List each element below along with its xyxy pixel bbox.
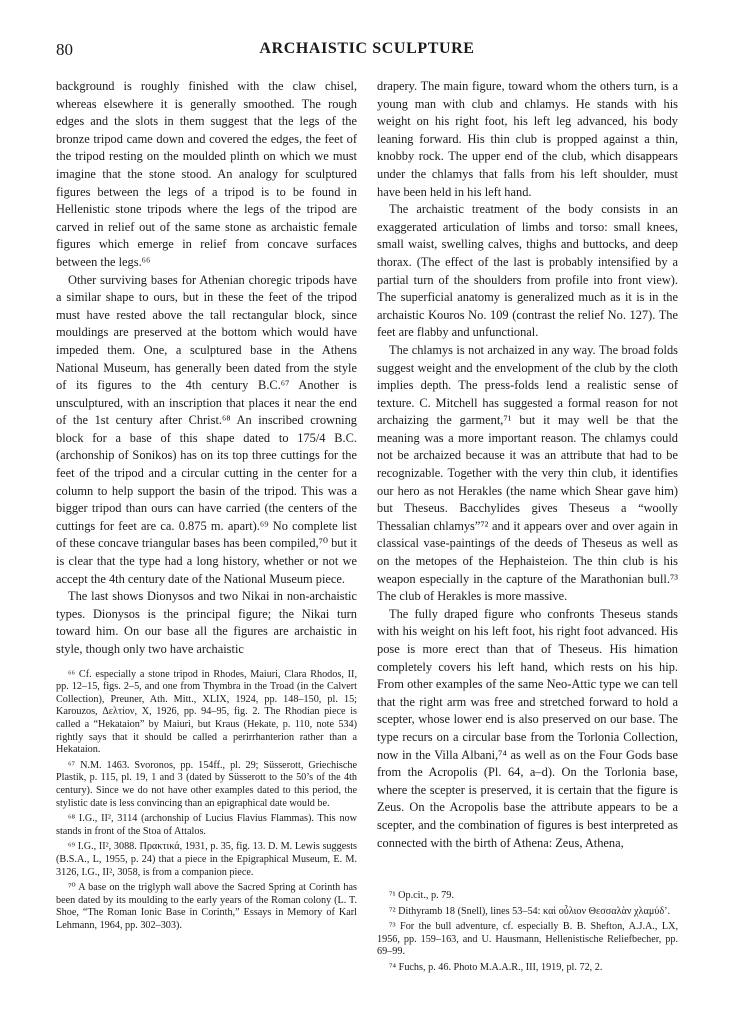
footnote-69: ⁶⁹ I.G., II², 3088. Πρακτικά, 1931, p. 35, fig. 13. D. M. Lewis suggests (B.S.A., L, 1955, p. 24) that a piece in the Epigraphical Museum, E. M. 3126, I.G., II², 3058, is from a companion piece. <box>56 841 357 878</box>
right-paragraph-2: The archaistic treatment of the body consists in an exaggerated articulation of limbs and torso: small knees, small waist, swelling calves, thighs and buttocks, and deep thorax. (The effect of the last is probably intensified by a partial turn of the shoulders from profile into front view). The superficial anatomy is generalized much as it is in the archaistic Kouros No. 109 (contrast the relief No. 127). The feet are flabby and unfunctional. <box>377 202 678 340</box>
footnote-73: ⁷³ For the bull adventure, cf. especially B. B. Shefton, A.J.A., LX, 1956, pp. 159–163, and U. Hausmann, Hellenistische Reliefbecher, pp. 69–99. <box>377 921 678 958</box>
page-header <box>56 40 678 62</box>
footnote-71: ⁷¹ Op.cit., p. 79. <box>389 890 454 901</box>
left-column <box>56 78 357 935</box>
right-paragraph-4: The fully draped figure who confronts Theseus stands with his weight on his left foot, his right foot advanced. His pose is more erect than that of Theseus. His himation completely covers his left hand, which rests on his hip. From other examples of the same Neo-Attic type we can tell that the right arm was free and stretched forward to hold a scepter, whose lower end is also preserved on our base. The type recurs on a circular base from the Torlonia Collection, now in the Villa Albani,⁷⁴ as well as on the Four Gods base from the Acropolis (Pl. 64, a–d). On the Torlonia base, where the scepter is preserved, it is certain that the figure is Zeus. On the Acropolis base the attribute appears to be a scepter, and the combination of figures is best interpreted as connected with the birth of Athena: Zeus, Athena, <box>377 606 678 850</box>
footnote-72: ⁷² Dithyramb 18 (Snell), lines 53–54: καὶ οὖλιον Θεσσαλὰν χλαμύδ’. <box>389 905 671 917</box>
right-paragraph-3: The chlamys is not archaized in any way. The broad folds suggest weight and the envelopment of the club by the cloth implies depth. The press-folds lend a realistic sense of texture. C. Mitchell has suggested a formal reason for not archaizing the garment,⁷¹ but it may well be that the meaning was a more important reason. The chlamys could not be archaized because it was an attribute that had to be recognizable. Together with the very thin club, it identifies our hero as not Herakles (the name which Shear gave him) but Theseus. Bacchylides gives Theseus a “woolly Thessalian chlamys”⁷² and it appears over and over again in classical vase-paintings of the deeds of Theseus as well as on the metopes of the Hephaisteion. The thin club is his weapon especially in the capture of the Marathonian bull.⁷³ The club of Herakles is more massive. <box>377 342 678 604</box>
right-paragraph-1: drapery. The main figure, toward whom the others turn, is a young man with club and chlamys. He stands with his weight on his right foot, his left leg advanced, his body leaning forward. His thin club is propped against a thin, knobby rock. The upper end of the club, which disappears under the chlamys that falls from his left shoulder, must have been held in his left hand. <box>377 79 678 199</box>
left-paragraph-3: The last shows Dionysos and two Nikai in non-archaistic types. Dionysos is the principal figure; the Nikai turn toward him. On our base all the figures are archaistic in style, though only two have archaistic <box>56 589 357 656</box>
footnote-70: ⁷⁰ A base on the triglyph wall above the Sacred Spring at Corinth has been dated by its moulding to the early years of the Roman colony (L. T. Shoe, “The Roman Ionic Base in Corinth,” Essays in Memory of Karl Lehmann, 1964, pp. 302–303). <box>56 882 357 931</box>
left-footnotes <box>56 669 357 933</box>
footnote-67: ⁶⁷ N.M. 1463. Svoronos, pp. 154ff., pl. 29; Süsserott, Griechische Plastik, p. 115, pl. 19, 1 and 3 (dated by Süsserott to the 50’s of the 4th century). Since we do not have other examples dated to this period, the stylistic date is less convincing than an epigraphical date would be. <box>56 759 357 809</box>
footnote-66: ⁶⁶ Cf. especially a stone tripod in Rhodes, Maiuri, Clara Rhodos, II, pp. 12–15, figs. 2–5, and one from Thymbra in the Troad (in the Calvert Collection), Preuner, Ath. Mitt., XLIX, 1924, pp. 148–150, pl. 15; Karouzos, Δελτίον, X, 1926, pp. 94–95, fig. 2. The Rhodian piece is called a “Hekataion” by Maiuri, but Kraus (Hekate, p. 110, note 534) rightly says that it should be called a perirrhanterion rather than a Hekataion. <box>56 668 357 756</box>
footnote-68: ⁶⁸ I.G., II², 3114 (archonship of Lucius Flavius Flammas). This now stands in front of the Stoa of Attalos. <box>56 813 357 837</box>
footnote-74: ⁷⁴ Fuchs, p. 46. Photo M.A.A.R., III, 1919, pl. 72, 2. <box>389 961 603 973</box>
left-paragraph-1: background is roughly finished with the claw chisel, whereas elsewhere it is generally smoothed. The rough edges and the slots in them suggest that the legs of the bronze tripod came down and covered the edges, the feet of the tripod resting on the moulded plinth on which we must imagine that the stone stood. An analogy for sculptured figures between the legs of a tripod is to be found in Hellenistic stone tripods where the legs of the tripod are carved in relief out of the same stone as archaistic female figures which emerge in relief from concave surfaces between the legs.⁶⁶ <box>56 79 357 269</box>
right-footnotes <box>377 890 678 978</box>
running-head: ARCHAISTIC SCULPTURE <box>259 40 475 57</box>
left-paragraph-2: Other surviving bases for Athenian choregic tripods have a similar shape to ours, but in these the feet of the tripod must have rested above the tall rectangular block, since mouldings are preserved at the bottom which would have impeded them. One, a sculptured base in the Athens National Museum, has generally been dated from the style of its figures to the 4th century B.C.⁶⁷ Another is unsculptured, with an inscription that places it near the end of the 1st century after Christ.⁶⁸ An inscribed crowning block for a base of this shape dated to 175/4 B.C. (archonship of Sonikos) has on its top three cuttings for the feet of the tripod and a circular cutting in the center for a column to help support the basin of the tripod. This was a bigger tripod than ours can have carried (the centers of the cuttings for feet are ca. 0.875 m. apart).⁶⁹ No complete list of these concave triangular bases has been compiled,⁷⁰ but it is clear that the type had a long history, whether or not we accept the 4th century date of the National Museum piece. <box>56 272 357 586</box>
right-column <box>377 78 678 852</box>
page-number: 80 <box>56 40 73 59</box>
